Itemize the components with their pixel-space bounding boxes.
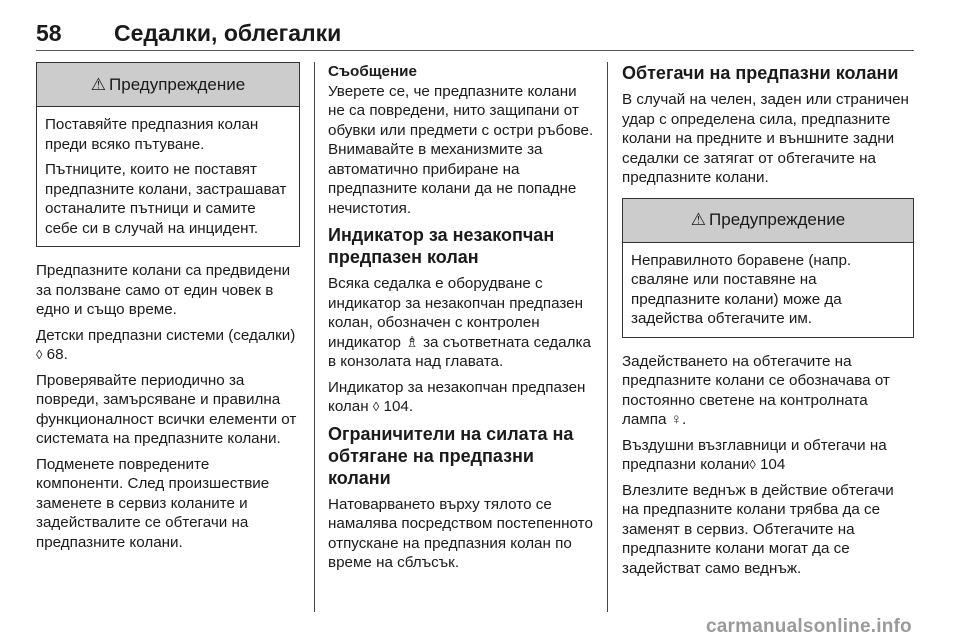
warning-header — [623, 199, 913, 243]
paragraph: Проверявайте периодично за повреди, замърсяване и правилна функционалност всички елементи от системата на предпазните колани. — [36, 371, 297, 447]
column-2 — [328, 62, 594, 579]
warning-text: Неправилното боравене (напр. сваляне или поставяне на предпазните колани) може да задейства обтегачите им. — [631, 251, 852, 327]
page-reference-arrow-icon: ◊ — [749, 457, 756, 472]
section-heading: Индикатор за незакопчан предпазен колан — [328, 225, 555, 267]
paragraph: Натоварването върху тялото се намалява посредством постепенното отпускане на предпазния колан по време на сблъсък. — [328, 495, 593, 571]
warning-triangle-icon: ⚠ — [90, 74, 107, 94]
paragraph-with-icon: Всяка седалка е оборудване с индикатор за незакопчан предпазен колан, обозначен с контролен индикатор ♗ за съответната седалка в конзолата над главата. — [328, 275, 591, 370]
paragraph: Подменете повредените компоненти. След произшествие заменете в сервиз коланите и задействалите се обтегачи на предпазните колани. — [36, 455, 270, 551]
warning-text: Поставяйте предпазния колан преди всяко пътуване. — [45, 116, 259, 153]
page-reference[interactable]: 68. — [46, 346, 68, 363]
warning-text: Пътниците, които не поставят предпазните колани, застрашават останалите пътници и самите себе си в случай на инцидент. — [45, 161, 287, 237]
page-reference[interactable]: 104. — [383, 398, 414, 415]
column-divider — [607, 62, 608, 612]
page-reference-arrow-icon: ◊ — [372, 399, 380, 414]
warning-title: Предупреждение — [709, 210, 846, 229]
header-divider — [36, 50, 914, 51]
warning-triangle-icon: ⚠ — [690, 210, 707, 229]
chapter-title: Седалки, облегалки — [114, 20, 342, 46]
warning-box — [36, 62, 300, 247]
paragraph: Предпазните колани са предвидени за ползване само от един човек в едно и също време. — [36, 262, 291, 318]
page-number: 58 — [36, 20, 62, 46]
paragraph-with-icon: Задействането на обтегачите на предпазните колани се обозначава от постоянно светене на контролната лампа ♀. — [622, 352, 890, 428]
section-heading: Ограничители на силата на обтягане на предпазни колани — [328, 423, 574, 488]
page-reference-arrow-icon: ◊ — [36, 347, 43, 362]
section-heading: Обтегачи на предпазни колани — [622, 63, 899, 83]
paragraph: Влезлите веднъж в действие обтегачи на предпазните колани трябва да се заменят в сервиз. Обтегачите на предпазните колани могат да се задействат само веднъж. — [622, 481, 894, 577]
notice-text: Уверете се, че предпазните колани не са повредени, нито защипани от обувки или предмети с остри ръбове. Внимавайте в механизмите за автоматично прибиране на предпазните колани да не попадне нечистотия. — [328, 82, 594, 217]
page-header — [36, 18, 914, 52]
paragraph-with-ref: Индикатор за незакопчан предпазен колан ◊ 104. — [328, 378, 586, 415]
paragraph-with-ref: Въздушни възглавници и обтегачи на предпазни колани◊ 104 — [622, 436, 887, 473]
seatbelt-indicator-icon: ♗ — [405, 333, 419, 351]
column-divider — [314, 62, 315, 612]
warning-title: Предупреждение — [109, 74, 246, 94]
column-1 — [36, 62, 300, 558]
warning-header — [37, 63, 299, 107]
watermark: carmanualsonline.info — [706, 616, 912, 637]
page-reference[interactable]: 104 — [759, 456, 786, 473]
paragraph: В случай на челен, заден или страничен удар с определена сила, предпазните колани на предните и външните задни седалки се затягат от обтегачите на предпазните колани. — [622, 91, 909, 186]
warning-box — [622, 198, 914, 338]
column-3 — [622, 62, 914, 584]
airbag-lamp-icon: ♀ — [670, 411, 683, 428]
notice-title: Съобщение — [328, 63, 417, 80]
paragraph-with-ref: Детски предпазни системи (седалки) ◊ 68. — [36, 326, 296, 363]
